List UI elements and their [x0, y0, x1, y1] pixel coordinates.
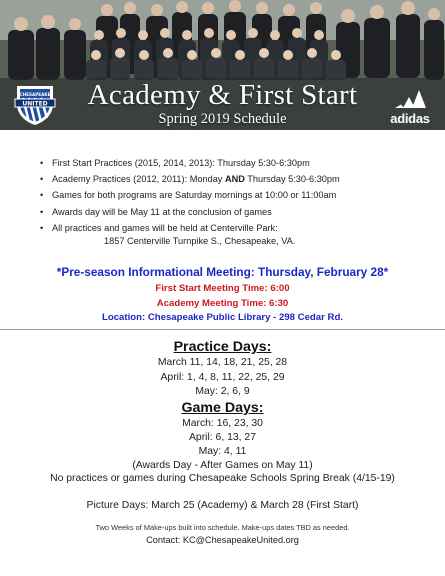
contact-email[interactable]: Contact: KC@ChesapeakeUnited.org — [146, 535, 299, 545]
bullet-icon: • — [40, 190, 44, 201]
section-divider — [0, 329, 445, 330]
academy-meeting-time: Academy Meeting Time: 6:30 — [156, 298, 289, 309]
practice-line: March 11, 14, 18, 21, 25, 28 — [157, 357, 288, 368]
practice-line: May: 2, 6, 9 — [195, 386, 250, 397]
bullet-icon: • — [40, 158, 44, 168]
picture-days: Picture Days: March 25 (Academy) & March 28 (First Start) — [86, 500, 359, 511]
adidas-stripes-icon — [393, 88, 427, 108]
chesapeake-united-logo — [13, 82, 57, 126]
logo-text-top: CHESAPEAKE — [19, 92, 51, 97]
list-item: • All practices and games will be held at Centerville Park: — [52, 220, 432, 236]
game-days-heading: Game Days: — [181, 400, 264, 416]
park-address: 1857 Centerville Turnpike S., Chesapeake, VA. — [104, 236, 296, 246]
spring-break-note: No practices or games during Chesapeake Schools Spring Break (4/15-19) — [50, 473, 395, 484]
logo-text-main: UNITED — [22, 100, 48, 108]
meeting-headline: *Pre-season Informational Meeting: Thursday, February 28* — [56, 265, 389, 279]
first-start-meeting-time: First Start Meeting Time: 6:00 — [155, 283, 290, 294]
adidas-logo — [387, 88, 433, 124]
list-item: • Academy Practices (2012, 2011): Monday AND Thursday 5:30-6:30pm — [52, 171, 432, 187]
team-photo-banner — [0, 0, 445, 130]
bullet-icon: • — [40, 174, 44, 185]
game-line: March: 16, 23, 30 — [182, 418, 263, 429]
bullet-icon: • — [40, 222, 44, 233]
practice-days-heading: Practice Days: — [173, 339, 272, 355]
page-title: Academy & First Start — [87, 79, 358, 111]
makeup-note: Two Weeks of Make-ups built into schedule. Make-ups dates TBD as needed. — [95, 523, 350, 532]
practice-line: April: 1, 4, 8, 11, 22, 25, 29 — [160, 372, 285, 383]
bullet-icon: • — [40, 206, 44, 217]
list-item: • First Start Practices (2015, 2014, 2013): Thursday 5:30-6:30pm — [52, 155, 432, 171]
info-bullet-list — [40, 155, 432, 236]
game-line: (Awards Day - After Games on May 11) — [132, 460, 313, 471]
meeting-location: Location: Chesapeake Public Library - 298 Cedar Rd. — [102, 312, 343, 323]
list-item: • Games for both programs are Saturday mornings at 10:00 or 11:00am — [52, 187, 432, 203]
game-line: April: 6, 13, 27 — [188, 432, 256, 443]
page-subtitle: Spring 2019 Schedule — [158, 111, 287, 127]
game-line: May: 4, 11 — [198, 446, 247, 457]
adidas-wordmark: adidas — [390, 111, 430, 126]
list-item: • Awards day will be May 11 at the conclusion of games — [52, 204, 432, 220]
